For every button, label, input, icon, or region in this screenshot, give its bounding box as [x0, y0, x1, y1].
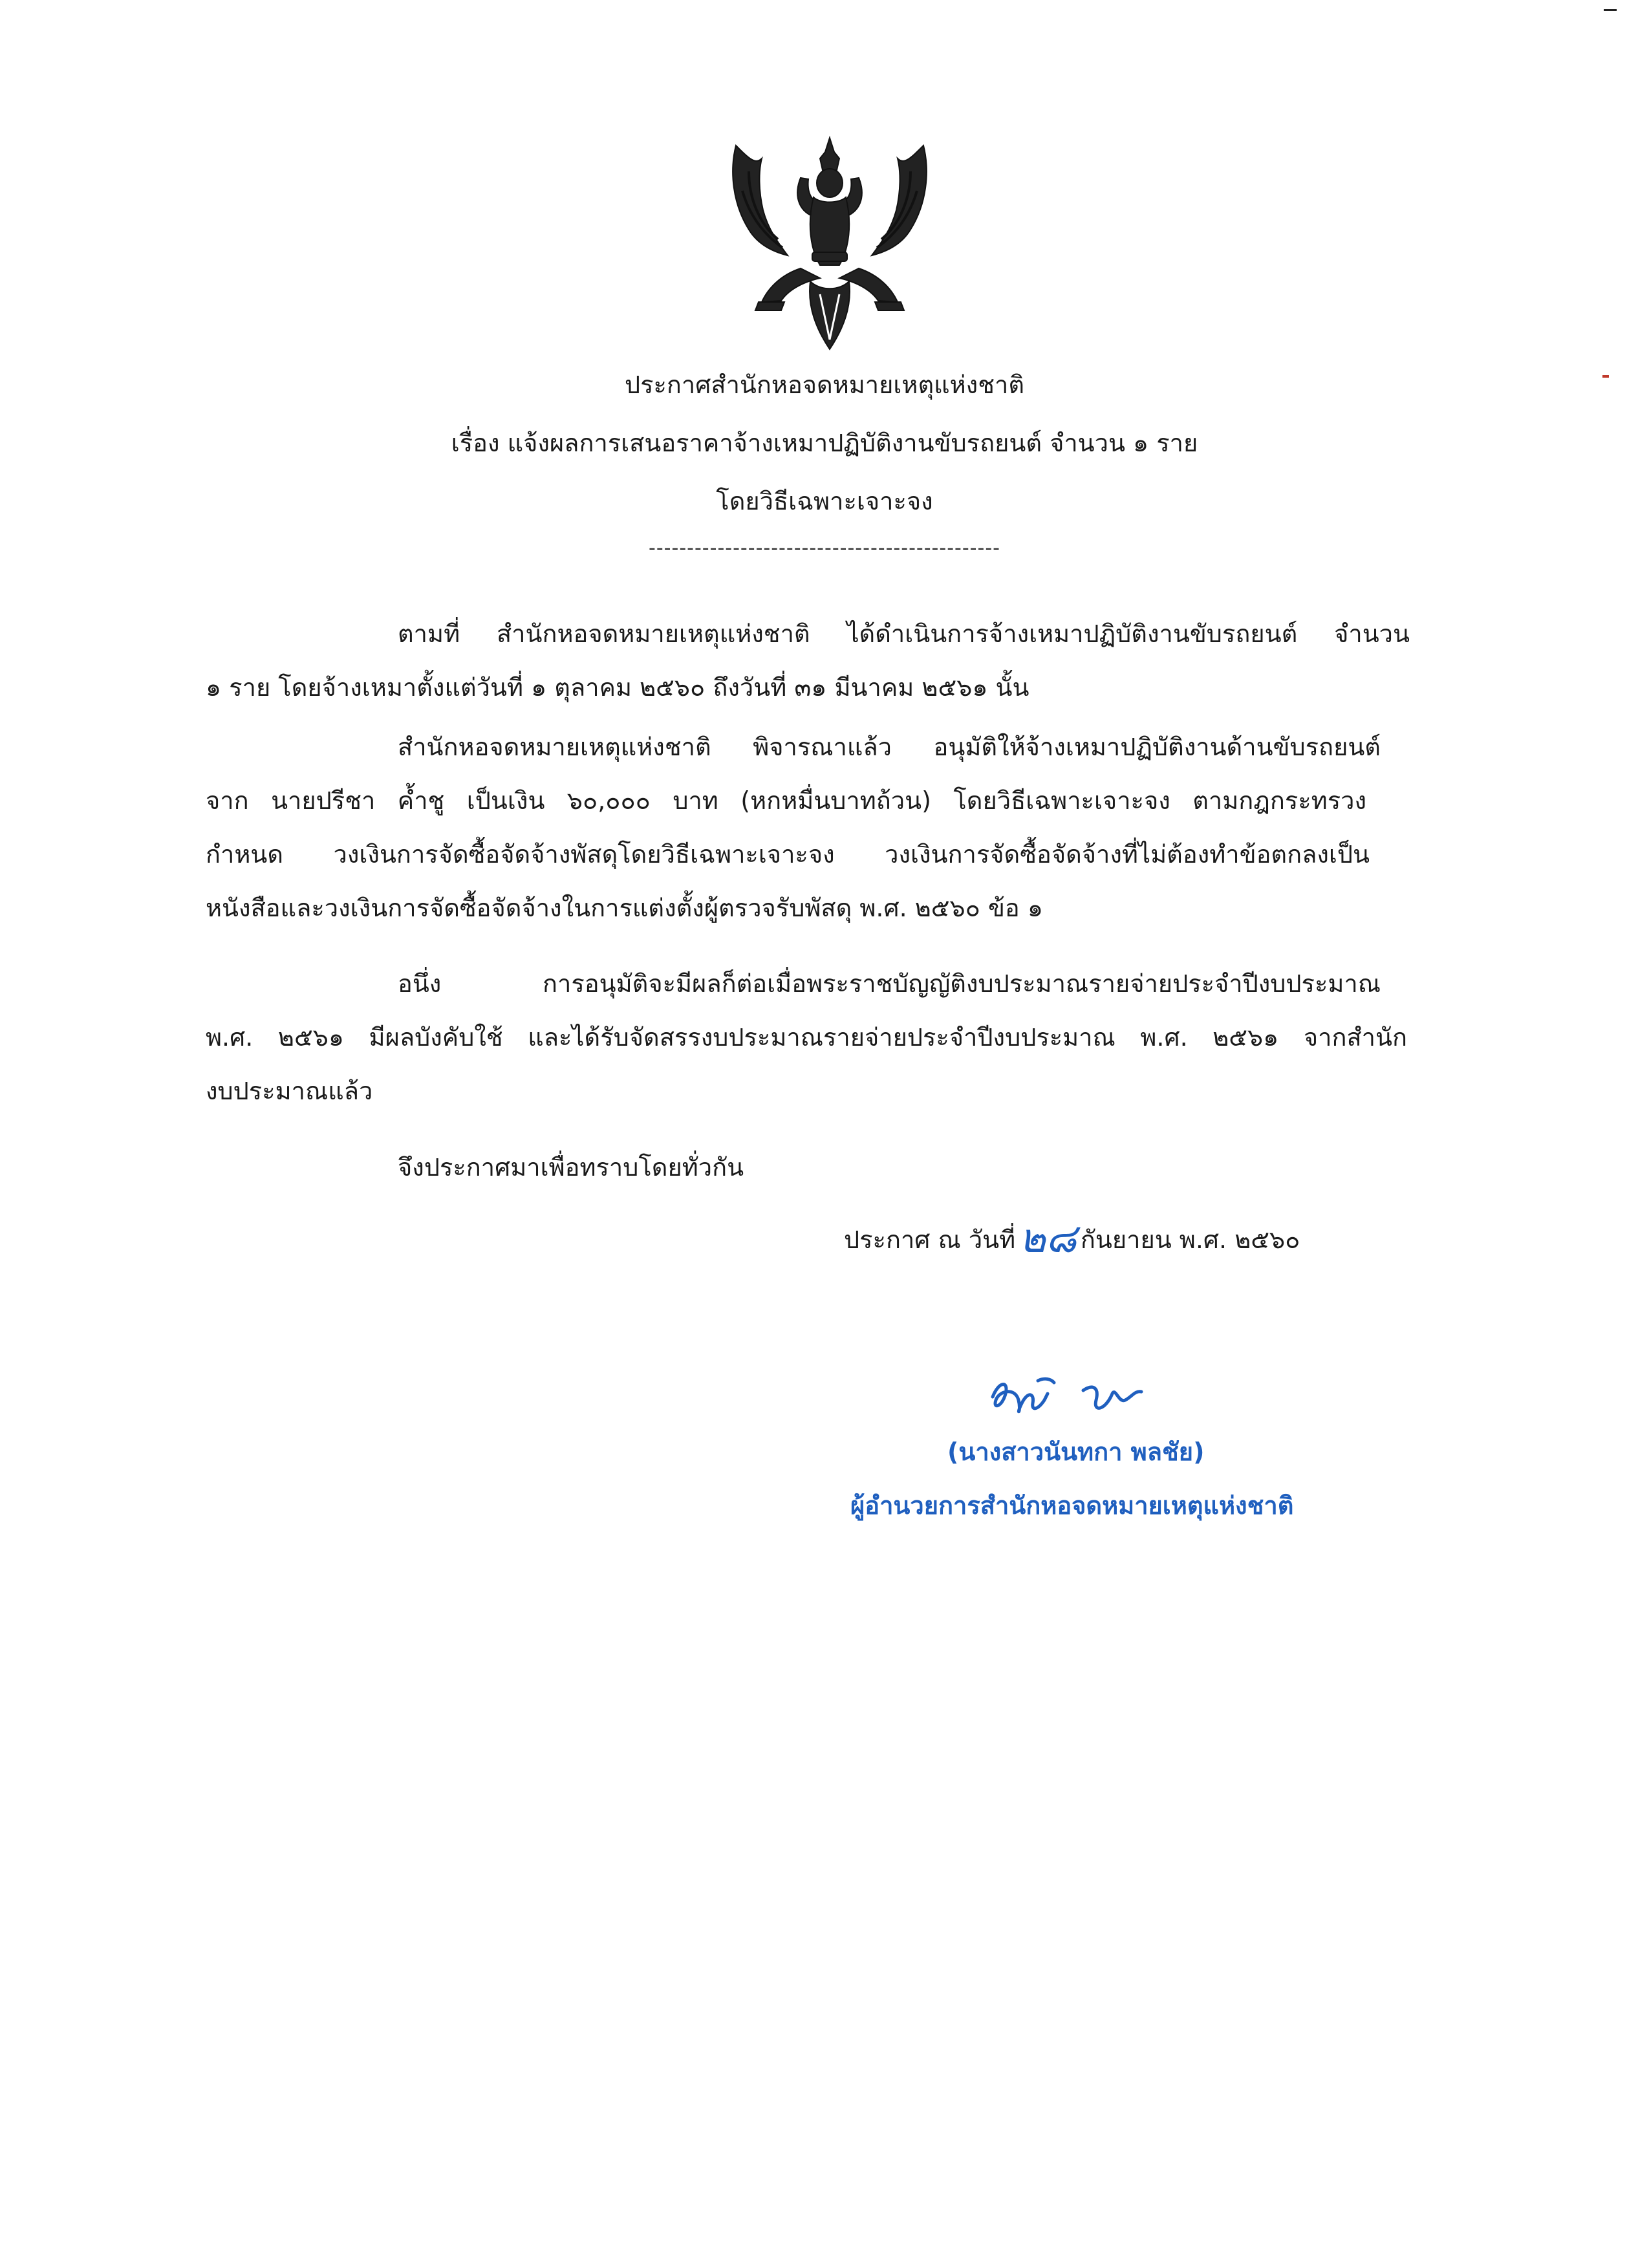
announcement-title: ประกาศสำนักหอจดหมายเหตุแห่งชาติ [624, 371, 1025, 399]
signatory-position: ผู้อำนวยการสำนักหอจดหมายเหตุแห่งชาติ [850, 1491, 1294, 1520]
paragraph-2-line-1: สำนักหอจดหมายเหตุแห่งชาติ พิจารณาแล้ว อนุมัติให้จ้างเหมาปฏิบัติงานด้านขับรถยนต์ [398, 733, 1381, 761]
garuda-emblem-icon [723, 133, 936, 356]
scan-corner-mark [1604, 9, 1617, 11]
date-prefix: ประกาศ ณ วันที่ [844, 1226, 1016, 1254]
paragraph-3-line-2: พ.ศ. ๒๕๖๑ มีผลบังคับใช้ และได้รับจัดสรรงบประมาณรายจ่ายประจำปีงบประมาณ พ.ศ. ๒๕๖๑ จากสำนัก [206, 1023, 1407, 1052]
paragraph-2-line-2: จาก นายปรีชา ค้ำชู เป็นเงิน ๖๐,๐๐๐ บาท (หกหมื่นบาทถ้วน) โดยวิธีเฉพาะเจาะจง ตามกฎกระทรวง [206, 786, 1366, 815]
date-day-handwritten: ๒๘ [1019, 1215, 1077, 1262]
announcement-subject: เรื่อง แจ้งผลการเสนอราคาจ้างเหมาปฏิบัติงานขับรถยนต์ จำนวน ๑ ราย [451, 429, 1198, 457]
divider-line: ---------------------------------------------- [649, 537, 1000, 559]
paragraph-3-line-1: อนึ่ง การอนุมัติจะมีผลก็ต่อเมื่อพระราชบัญญัติงบประมาณรายจ่ายประจำปีงบประมาณ [398, 969, 1381, 998]
paragraph-2-line-4: หนังสือและวงเงินการจัดซื้อจัดจ้างในการแต่งตั้งผู้ตรวจรับพัสดุ พ.ศ. ๒๕๖๐ ข้อ ๑ [206, 894, 1043, 922]
paragraph-2-line-3: กำหนด วงเงินการจัดซื้อจัดจ้างพัสดุโดยวิธีเฉพาะเจาะจง วงเงินการจัดซื้อจัดจ้างที่ไม่ต้องทำข้อตกลงเป็น [206, 840, 1370, 869]
paragraph-1-line-2: ๑ ราย โดยจ้างเหมาตั้งแต่วันที่ ๑ ตุลาคม ๒๕๖๐ ถึงวันที่ ๓๑ มีนาคม ๒๕๖๑ นั้น [206, 673, 1029, 702]
signatory-name: (นางสาวนันทกา พลชัย) [947, 1438, 1205, 1466]
closing-statement: จึงประกาศมาเพื่อทราบโดยทั่วกัน [398, 1153, 744, 1182]
signature-scribble [986, 1365, 1180, 1423]
date-suffix: กันยายน พ.ศ. ๒๕๖๐ [1080, 1226, 1300, 1254]
paragraph-1-line-1: ตามที่ สำนักหอจดหมายเหตุแห่งชาติ ได้ดำเนินการจ้างเหมาปฏิบัติงานขับรถยนต์ จำนวน [398, 620, 1410, 648]
announcement-method: โดยวิธีเฉพาะเจาะจง [716, 487, 933, 515]
paragraph-3-line-3: งบประมาณแล้ว [206, 1077, 373, 1105]
announcement-date [844, 1215, 1300, 1262]
